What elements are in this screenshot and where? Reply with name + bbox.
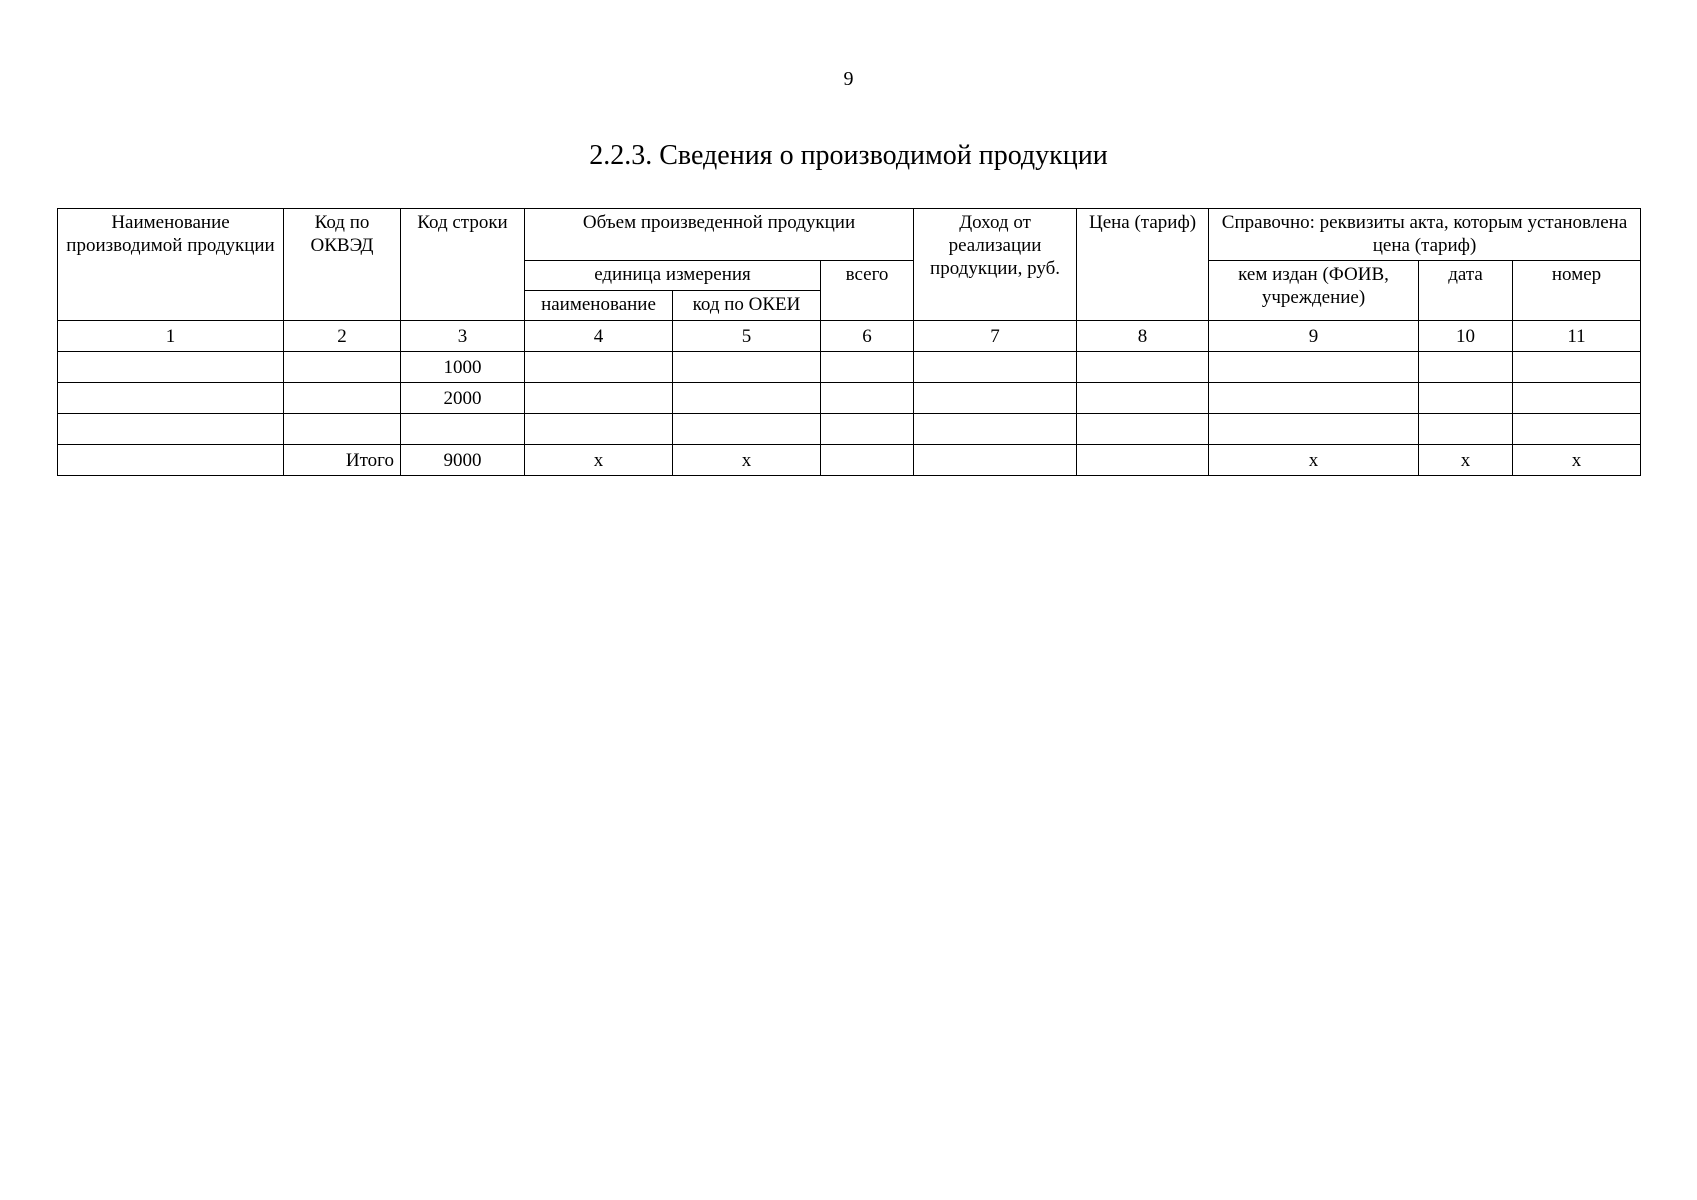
table-cell bbox=[284, 383, 401, 414]
column-number: 5 bbox=[673, 321, 821, 352]
table-cell bbox=[673, 383, 821, 414]
total-row bbox=[58, 445, 1641, 476]
table-cell bbox=[1513, 352, 1641, 383]
products-table bbox=[57, 208, 1641, 476]
table-cell: x bbox=[1419, 445, 1513, 476]
header-product-name: Наименование производимой продукции bbox=[58, 209, 284, 321]
table-cell bbox=[1077, 445, 1209, 476]
total-label: Итого bbox=[284, 445, 401, 476]
table-cell bbox=[58, 383, 284, 414]
table-cell bbox=[914, 352, 1077, 383]
header-date: дата bbox=[1419, 261, 1513, 321]
table-cell bbox=[1419, 414, 1513, 445]
column-number: 3 bbox=[401, 321, 525, 352]
column-number: 11 bbox=[1513, 321, 1641, 352]
table-cell bbox=[1419, 352, 1513, 383]
table-cell bbox=[525, 414, 673, 445]
header-production-volume: Объем произведенной продукции bbox=[525, 209, 914, 261]
section-title: 2.2.3. Сведения о производимой продукции bbox=[589, 140, 1108, 171]
header-price: Цена (тариф) bbox=[1077, 209, 1209, 321]
table-cell bbox=[821, 414, 914, 445]
header-unit-name: наименование bbox=[525, 291, 673, 321]
table-cell bbox=[914, 414, 1077, 445]
header-number: номер bbox=[1513, 261, 1641, 321]
table-cell: x bbox=[525, 445, 673, 476]
table-cell: x bbox=[673, 445, 821, 476]
header-unit-okei: код по ОКЕИ bbox=[673, 291, 821, 321]
table-cell bbox=[1209, 383, 1419, 414]
column-number: 9 bbox=[1209, 321, 1419, 352]
table-cell bbox=[1419, 383, 1513, 414]
table-cell bbox=[401, 414, 525, 445]
column-number: 2 bbox=[284, 321, 401, 352]
table-row bbox=[58, 352, 1641, 383]
table-cell bbox=[914, 445, 1077, 476]
header-income: Доход от реализации продукции, руб. bbox=[914, 209, 1077, 321]
column-number: 7 bbox=[914, 321, 1077, 352]
header-unit: единица измерения bbox=[525, 261, 821, 291]
table-cell bbox=[1513, 414, 1641, 445]
table-cell: 9000 bbox=[401, 445, 525, 476]
table-cell bbox=[525, 383, 673, 414]
header-row-code: Код строки bbox=[401, 209, 525, 321]
table-cell bbox=[914, 383, 1077, 414]
table-cell bbox=[1077, 383, 1209, 414]
column-number: 1 bbox=[58, 321, 284, 352]
header-issued-by: кем издан (ФОИВ, учреждение) bbox=[1209, 261, 1419, 321]
page-number: 9 bbox=[843, 68, 854, 90]
table-cell bbox=[1209, 414, 1419, 445]
column-number: 8 bbox=[1077, 321, 1209, 352]
header-row-1 bbox=[58, 209, 1641, 261]
header-okved-code: Код по ОКВЭД bbox=[284, 209, 401, 321]
table-cell: x bbox=[1513, 445, 1641, 476]
table-cell bbox=[673, 352, 821, 383]
header-total: всего bbox=[821, 261, 914, 321]
table-cell: x bbox=[1209, 445, 1419, 476]
table-cell bbox=[284, 352, 401, 383]
column-number: 4 bbox=[525, 321, 673, 352]
table-row bbox=[58, 414, 1641, 445]
table-cell bbox=[1209, 352, 1419, 383]
table-cell bbox=[284, 414, 401, 445]
table-cell bbox=[1077, 352, 1209, 383]
table-cell bbox=[1077, 414, 1209, 445]
header-reference-act: Справочно: реквизиты акта, которым установлена цена (тариф) bbox=[1209, 209, 1641, 261]
table-cell: 1000 bbox=[401, 352, 525, 383]
table-cell: 2000 bbox=[401, 383, 525, 414]
table-cell bbox=[1513, 383, 1641, 414]
table-cell bbox=[821, 383, 914, 414]
table-cell bbox=[821, 352, 914, 383]
table-cell bbox=[525, 352, 673, 383]
table-cell bbox=[58, 445, 284, 476]
table-cell bbox=[58, 414, 284, 445]
column-number: 6 bbox=[821, 321, 914, 352]
table-cell bbox=[58, 352, 284, 383]
table-row bbox=[58, 383, 1641, 414]
table-cell bbox=[673, 414, 821, 445]
column-numbers-row bbox=[58, 321, 1641, 352]
table-cell bbox=[821, 445, 914, 476]
column-number: 10 bbox=[1419, 321, 1513, 352]
